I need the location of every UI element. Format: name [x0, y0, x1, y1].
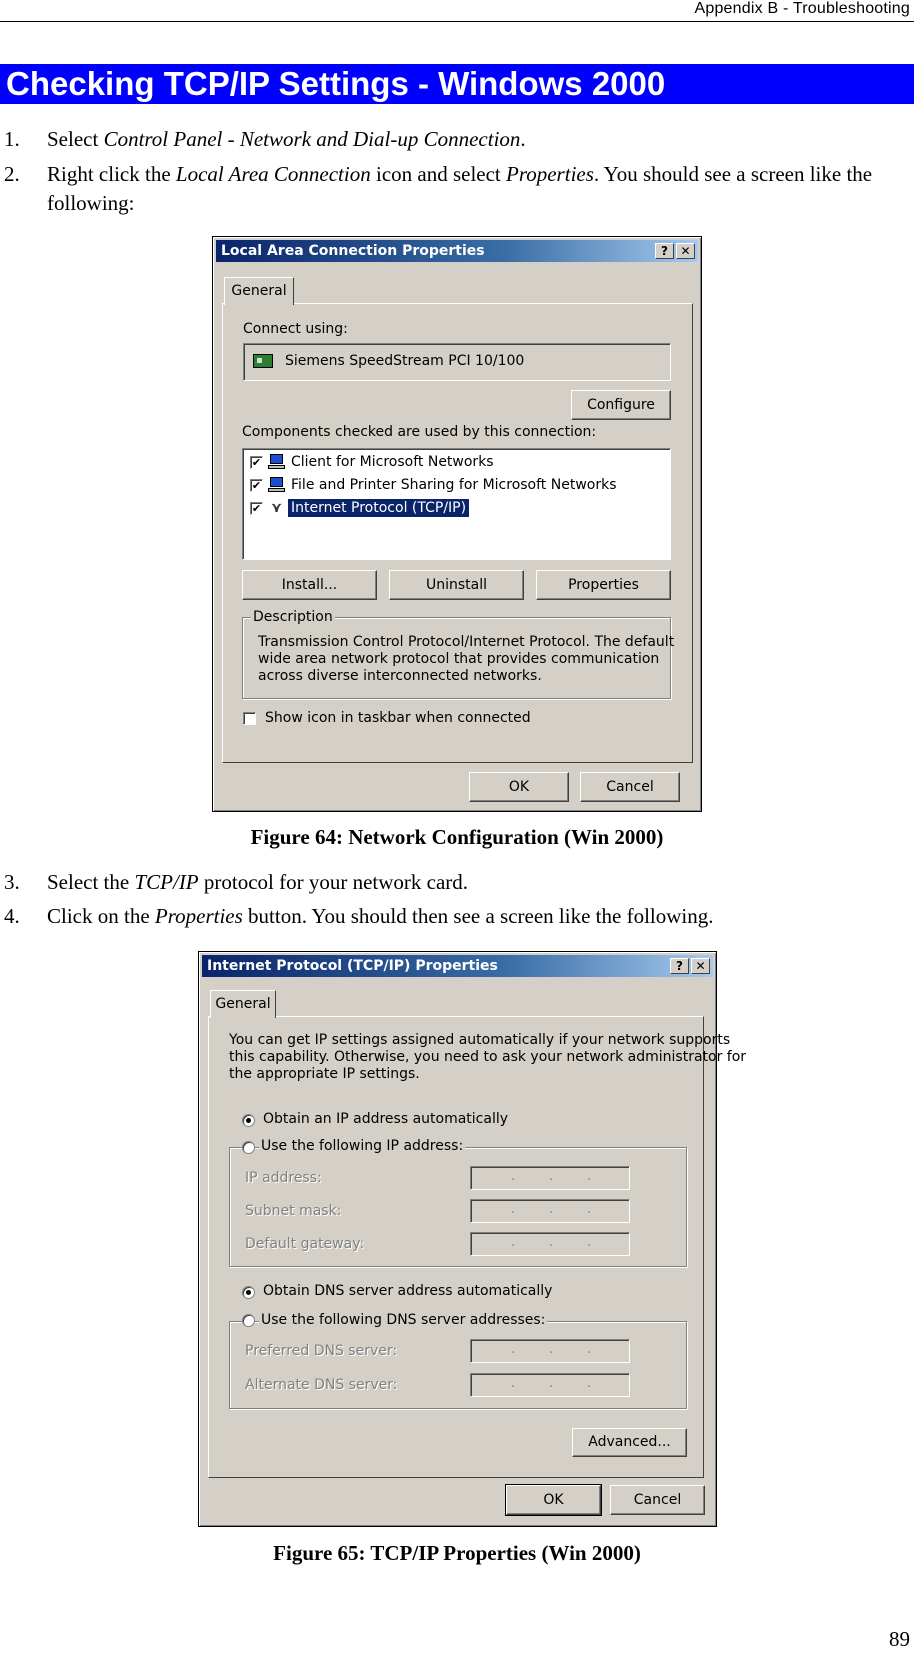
figure-64-caption: Figure 64: Network Configuration (Win 2000)	[250, 825, 664, 849]
alternate-dns-field[interactable]: . . .	[470, 1373, 630, 1397]
close-button[interactable]: ✕	[676, 243, 695, 259]
ok-button[interactable]: OK	[506, 1485, 601, 1515]
running-header: Appendix B - Troubleshooting	[694, 0, 910, 17]
component-client[interactable]: Client for Microsoft Networks	[291, 454, 494, 470]
dialog-titlebar[interactable]: Local Area Connection Properties ? ✕	[216, 240, 698, 262]
install-button[interactable]: Install...	[242, 570, 377, 600]
ok-button[interactable]: OK	[469, 772, 569, 802]
subnet-mask-label: Subnet mask:	[245, 1203, 342, 1219]
use-dns-radio[interactable]	[242, 1314, 255, 1327]
section-title: Checking TCP/IP Settings - Windows 2000	[0, 64, 914, 104]
show-icon-label[interactable]: Show icon in taskbar when connected	[265, 710, 531, 726]
intro-line-2: this capability. Otherwise, you need to ask your network administrator for	[229, 1049, 747, 1065]
close-button[interactable]: ✕	[691, 958, 710, 974]
use-ip-radio[interactable]	[242, 1141, 255, 1154]
step-number: 1.	[4, 127, 20, 151]
show-icon-checkbox[interactable]	[243, 712, 256, 725]
computer-icon	[268, 477, 285, 493]
obtain-dns-radio[interactable]	[242, 1286, 255, 1299]
figure-65-caption: Figure 65: TCP/IP Properties (Win 2000)	[273, 1541, 641, 1565]
help-button[interactable]: ?	[670, 958, 689, 974]
help-button[interactable]: ?	[655, 243, 674, 259]
step-number: 2.	[4, 162, 20, 186]
obtain-ip-radio[interactable]	[242, 1114, 255, 1127]
cancel-button[interactable]: Cancel	[610, 1485, 705, 1515]
page-number: 89	[889, 1627, 910, 1651]
preferred-dns-label: Preferred DNS server:	[245, 1343, 398, 1359]
intro-line-3: the appropriate IP settings.	[229, 1066, 420, 1082]
component-tcpip[interactable]: Internet Protocol (TCP/IP)	[288, 499, 469, 517]
preferred-dns-field[interactable]: . . .	[470, 1339, 630, 1363]
protocol-icon: ⋎	[270, 500, 283, 516]
header-rule	[0, 21, 914, 22]
cancel-button[interactable]: Cancel	[580, 772, 680, 802]
step-number: 4.	[4, 904, 20, 928]
step-text: Select the TCP/IP protocol for your network card.	[47, 870, 469, 894]
ip-address-field[interactable]: . . .	[470, 1166, 630, 1190]
step-text: Select Control Panel - Network and Dial-up Connection.	[47, 127, 526, 151]
use-dns-label[interactable]: Use the following DNS server addresses:	[261, 1312, 546, 1328]
intro-line-1: You can get IP settings assigned automatically if your network supports	[229, 1032, 731, 1048]
components-label: Components checked are used by this connection:	[242, 424, 597, 440]
dialog-titlebar[interactable]: Internet Protocol (TCP/IP) Properties ? ✕	[202, 955, 713, 977]
component-checkbox[interactable]: ✔	[251, 456, 262, 469]
configure-button[interactable]: Configure	[571, 390, 671, 420]
tab-general[interactable]: General	[210, 990, 276, 1018]
description-line-1: Transmission Control Protocol/Internet Protocol. The default	[258, 634, 675, 650]
obtain-ip-label[interactable]: Obtain an IP address automatically	[263, 1111, 509, 1127]
tab-general[interactable]: General	[224, 277, 294, 305]
default-gateway-field[interactable]: . . .	[470, 1232, 630, 1256]
properties-button[interactable]: Properties	[536, 570, 671, 600]
default-gateway-label: Default gateway:	[245, 1236, 365, 1252]
description-line-3: across diverse interconnected networks.	[258, 668, 542, 684]
use-ip-label[interactable]: Use the following IP address:	[261, 1138, 464, 1154]
alternate-dns-label: Alternate DNS server:	[245, 1377, 398, 1393]
obtain-dns-label[interactable]: Obtain DNS server address automatically	[263, 1283, 553, 1299]
ip-address-label: IP address:	[245, 1170, 322, 1186]
connect-using-label: Connect using:	[243, 321, 348, 337]
local-area-connection-dialog	[212, 236, 702, 812]
step-text: Right click the Local Area Connection icon and select Properties. You should see a screen like the following:	[47, 162, 873, 215]
tcpip-properties-dialog	[198, 951, 747, 1527]
subnet-mask-field[interactable]: . . .	[470, 1199, 630, 1223]
component-file-printer-sharing[interactable]: File and Printer Sharing for Microsoft Networks	[291, 477, 617, 493]
network-card-icon	[253, 354, 273, 368]
computer-icon	[268, 454, 285, 470]
component-checkbox[interactable]: ✔	[251, 479, 262, 492]
step-text: Click on the Properties button. You should then see a screen like the following.	[47, 904, 714, 928]
step-number: 3.	[4, 870, 20, 894]
adapter-name: Siemens SpeedStream PCI 10/100	[285, 353, 525, 369]
advanced-button[interactable]: Advanced...	[572, 1428, 687, 1457]
uninstall-button[interactable]: Uninstall	[389, 570, 524, 600]
description-line-2: wide area network protocol that provides communication	[258, 651, 660, 667]
description-legend: Description	[253, 609, 333, 625]
component-checkbox[interactable]: ✔	[251, 502, 262, 515]
